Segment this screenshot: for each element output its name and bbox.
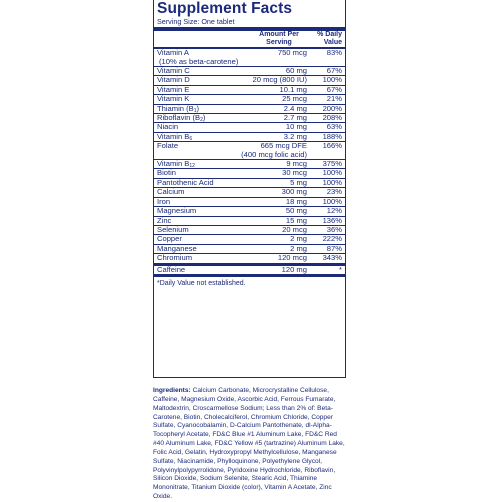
nutrient-name: Vitamin A (10% as beta-carotene) — [157, 48, 239, 66]
nutrient-amount: 15 mg — [285, 215, 307, 225]
ingredients-list — [153, 387, 349, 502]
nutrient-amount: 30 mcg — [282, 168, 307, 178]
nutrient-amount: 2.4 mg — [283, 103, 307, 113]
nutrient-amount: 120 mcg — [277, 253, 307, 263]
nutrient-daily-value: 87% — [326, 243, 342, 253]
nutrient-name: Riboflavin $(B_2)$ — [157, 113, 206, 124]
nutrient-amount: 9 mcg — [286, 159, 307, 169]
nutrient-daily-value: 23% — [326, 187, 342, 197]
nutrient-daily-value: 12% — [326, 206, 342, 216]
nutrient-name: Caffeine — [157, 264, 186, 274]
nutrient-amount: 5 mg — [290, 177, 307, 187]
nutrient-daily-value: 63% — [326, 122, 342, 132]
nutrient-daily-value: 100% — [322, 168, 342, 178]
supplement-facts-panel — [153, 0, 346, 378]
nutrient-amount: 2 mg — [290, 234, 307, 244]
serving-size: Serving Size: One tablet — [157, 17, 235, 26]
nutrient-amount: 25 mcg — [282, 94, 307, 104]
nutrient-name: Chromium — [157, 253, 193, 263]
table-row — [154, 49, 345, 67]
nutrient-daily-value: 67% — [326, 66, 342, 75]
panel-title: Supplement Facts — [157, 0, 293, 17]
nutrient-amount: 10 mg — [285, 122, 307, 132]
nutrient-name: Vitamin K — [157, 94, 190, 104]
nutrient-amount: 18 mg — [285, 196, 307, 206]
nutrient-daily-value: 222% — [322, 234, 342, 244]
nutrient-name: Vitamin D — [157, 75, 190, 85]
table-row — [154, 264, 345, 274]
nutrient-name: Niacin — [157, 122, 179, 132]
nutrient-daily-value: 36% — [326, 224, 342, 234]
nutrient-amount: 10.1 mg — [279, 84, 307, 94]
nutrient-name: Vitamin $B_{12}$ — [157, 159, 195, 170]
table-row — [154, 207, 345, 216]
nutrient-daily-value: 67% — [326, 84, 342, 94]
table-row — [154, 133, 345, 142]
nutrient-amount: 300 mg — [281, 187, 307, 197]
nutrient-name: Folate — [157, 141, 179, 151]
ingredients-label: Ingredients: — [153, 387, 191, 394]
footnote: *Daily Value not established. — [157, 279, 246, 287]
nutrient-daily-value: 136% — [322, 215, 342, 225]
table-row — [154, 254, 345, 263]
nutrient-name: Pantothenic Acid — [157, 177, 214, 187]
nutrient-amount: 120 mg — [281, 264, 307, 274]
header-amount: Amount Per Serving — [259, 31, 299, 46]
nutrient-amount: 20 mcg (800 IU) — [252, 75, 307, 85]
nutrient-name: Calcium — [157, 187, 185, 197]
nutrient-daily-value: 100% — [322, 177, 342, 187]
column-headers — [154, 31, 345, 49]
nutrient-name: Magnesium — [157, 206, 197, 216]
nutrient-name: Copper — [157, 234, 182, 244]
nutrient-amount: 60 mg — [285, 66, 307, 75]
header-daily-value: % Daily Value — [317, 31, 342, 46]
nutrient-name: Vitamin $B_6$ — [157, 131, 193, 142]
nutrient-name: Thiamin $(B_1)$ — [157, 103, 200, 114]
nutrient-daily-value: 83% — [326, 48, 342, 58]
table-row — [154, 160, 345, 169]
nutrient-amount: 750 mcg — [277, 48, 307, 58]
nutrient-name: Manganese — [157, 243, 197, 253]
nutrient-daily-value: 343% — [322, 253, 342, 263]
nutrient-amount: 50 mg — [285, 206, 307, 216]
nutrient-amount: 665 mcg DFE (400 mcg folic acid) — [241, 141, 307, 159]
table-row — [154, 188, 345, 197]
nutrient-daily-value: 100% — [322, 196, 342, 206]
nutrient-name: Vitamin E — [157, 84, 190, 94]
nutrient-amount: 20 mcg — [282, 224, 307, 234]
nutrient-name: Iron — [157, 196, 171, 206]
table-row — [154, 226, 345, 235]
nutrient-daily-value: 200% — [322, 103, 342, 113]
table-row — [154, 114, 345, 123]
nutrient-amount: 3.2 mg — [283, 131, 307, 141]
nutrient-amount: 2 mg — [290, 243, 307, 253]
nutrient-daily-value: 208% — [322, 113, 342, 123]
nutrient-daily-value: 21% — [326, 94, 342, 104]
table-row — [154, 142, 345, 160]
nutrient-table — [157, 49, 342, 274]
nutrient-daily-value: 166% — [322, 141, 342, 151]
nutrient-daily-value: 188% — [322, 131, 342, 141]
nutrient-name: Biotin — [157, 168, 176, 178]
nutrient-amount: 2.7 mg — [283, 113, 307, 123]
nutrient-daily-value: 375% — [322, 159, 342, 169]
nutrient-name: Selenium — [157, 224, 189, 234]
nutrient-name: Vitamin C — [157, 66, 190, 75]
ingredients-text: Calcium Carbonate, Microcrystalline Cellulose, Caffeine, Magnesium Oxide, Ascorbic Acid, Ferrous Fumarate, Maltodextrin, Croscarmellose Sodium; Less than 2% of: Beta-Carotene, Biotin, Cholecalciferol, Chromium Chloride, Copper Sulfate, Cyanocobalamin, D-Calcium Pantothenate, dl-Alpha-Tocopheryl Acetate, FD&C Blue #1 Aluminum Lake, FD&C Red #40 Aluminum Lake, FD&C Yellow #5 (tartrazine) Aluminum Lake, Folic Acid, Gelatin, Hydroxypropyl Methylcellulose, Manganese Sulfate, Niacinamide, Phylloquinone, Polyethylene Glycol, Polyvinylpolypyrrolidone, Pyridoxine Hydrochloride, Riboflavin, Silicon Dioxide, Sodium Selenite, Stearic Acid, Thiamine Mononitrate, Titanium Dioxide (color), Vitamin A Acetate, Zinc Oxide. — [153, 387, 345, 501]
nutrient-daily-value: 100% — [322, 75, 342, 85]
nutrient-daily-value: * — [339, 264, 342, 274]
nutrient-name: Zinc — [157, 215, 172, 225]
